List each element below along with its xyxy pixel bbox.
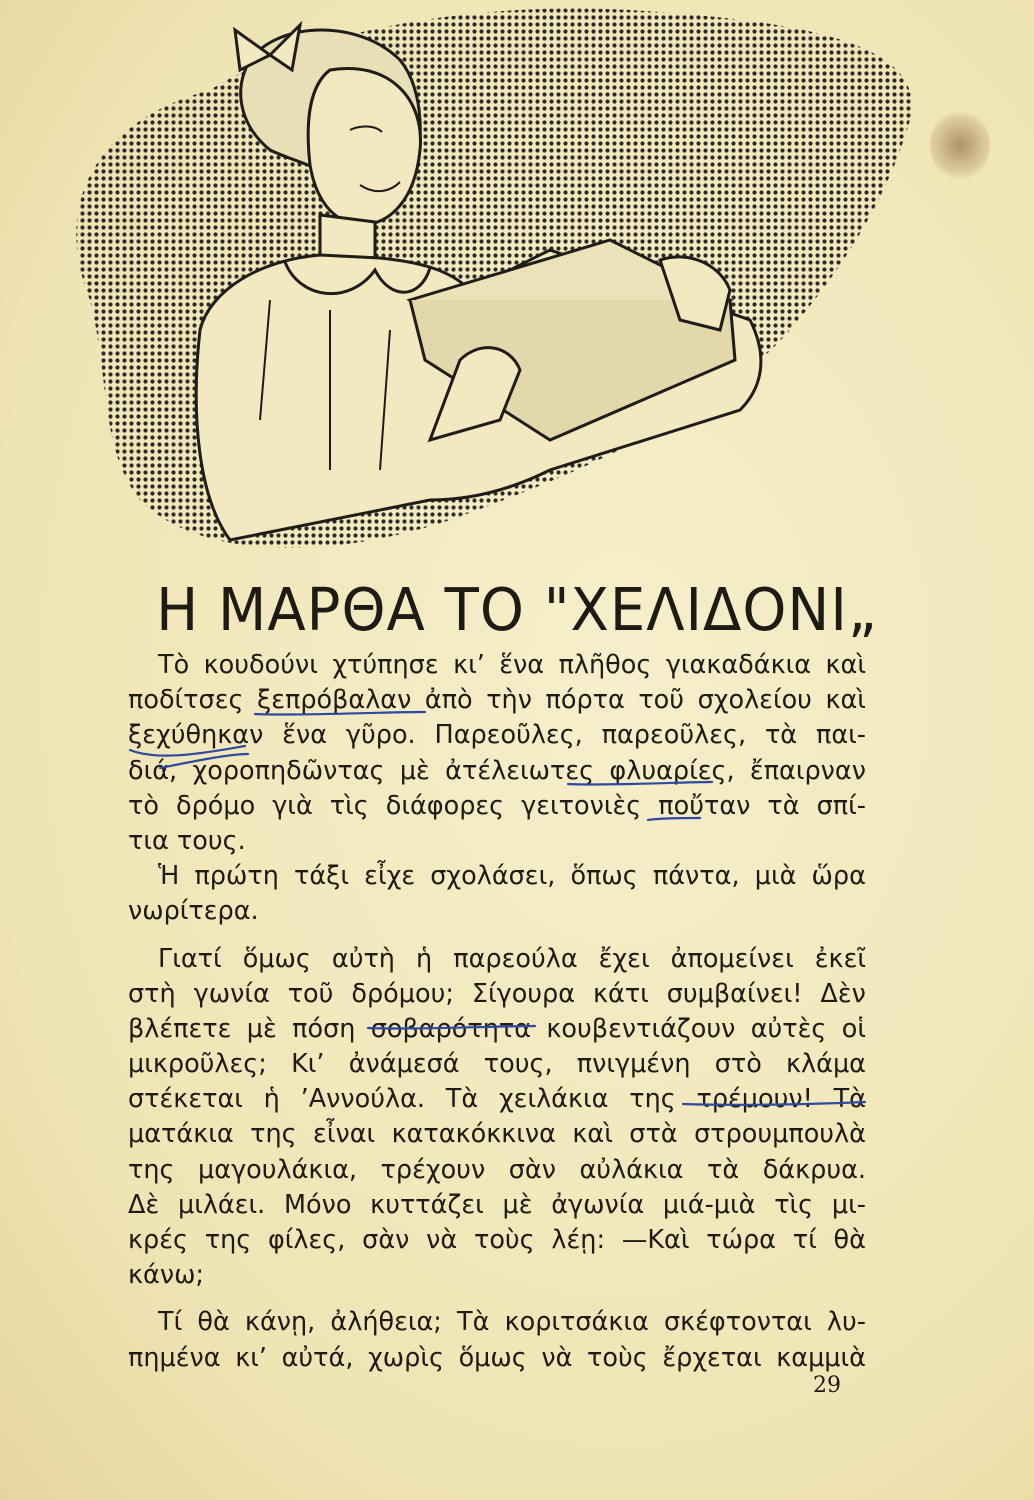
text-line: νωρίτερα. [128, 896, 259, 927]
text-line: πημένα κι’ αὐτά, χωρὶς ὅμως νὰ τοὺς ἔρχεται καμμιὰ [128, 1342, 866, 1373]
body-text [128, 648, 866, 1376]
text-line: διά, χοροπηδῶντας μὲ ἀτέλειωτες φλυαρίες, ἔπαιρναν [128, 755, 866, 786]
text-line: στὴ γωνία τοῦ δρόμου; Σίγουρα κάτι συμβαίνει! Δὲν [128, 978, 866, 1009]
text-line: ξεχύθηκαν ἕνα γῦρο. Παρεοῦλες, παρεοῦλες, τὰ παι- [128, 720, 866, 751]
text-line: μικροῦλες; Κι’ ἀνάμεσά τους, πνιγμένη στὸ κλάμα [128, 1049, 866, 1080]
paper-stain [930, 110, 990, 180]
text-line: Δὲ μιλάει. Μόνο κυττάζει μὲ ἀγωνία μιά-μιὰ τὶς μι- [128, 1189, 866, 1220]
text-line: Ἡ πρώτη τάξι εἶχε σχολάσει, ὅπως πάντα, μιὰ ὥρα [158, 861, 866, 892]
girl-with-book-illustration [30, 0, 930, 590]
text-line: βλέπετε μὲ πόση σοβαρότητα κουβεντιάζουν αὐτὲς οἱ [128, 1013, 866, 1044]
text-line: Γιατί ὅμως αὐτὴ ἡ παρεούλα ἔχει ἀπομείνει ἐκεῖ [158, 943, 866, 974]
text-line: στέκεται ἡ ’Αννούλα. Τὰ χειλάκια της τρέμουν! Τὰ [128, 1084, 866, 1115]
page-number: 29 [813, 1373, 841, 1398]
text-line: τὸ δρόμο γιὰ τὶς διάφορες γειτονιὲς ποὔταν τὰ σπί- [128, 790, 866, 821]
chapter-title: Η ΜΑΡΘΑ ΤΟ "ΧΕΛΙΔΟΝΙ„ [156, 576, 878, 645]
text-line: κάνω; [128, 1260, 205, 1291]
text-line: Τί θὰ κάνῃ, ἀλήθεια; Τὰ κοριτσάκια σκέφτονται λυ- [158, 1307, 866, 1338]
text-line: κρές της φίλες, σὰν νὰ τοὺς λέῃ: —Καὶ τώρα τί θὰ [128, 1225, 866, 1255]
text-line: τια τους. [128, 825, 246, 856]
text-line: ποδίτσες ξεπρόβαλαν ἀπὸ τὴν πόρτα τοῦ σχολείου καὶ [128, 685, 866, 716]
text-line: της μαγουλάκια, τρέχουν σὰν αὐλάκια τὰ δάκρυα. [128, 1154, 866, 1185]
text-line: ματάκια της εἶναι κατακόκκινα καὶ στὰ στρουμπουλὰ [128, 1119, 866, 1150]
text-line: Τὸ κουδούνι χτύπησε κι’ ἕνα πλῆθος γιακαδάκια καὶ [158, 650, 866, 680]
